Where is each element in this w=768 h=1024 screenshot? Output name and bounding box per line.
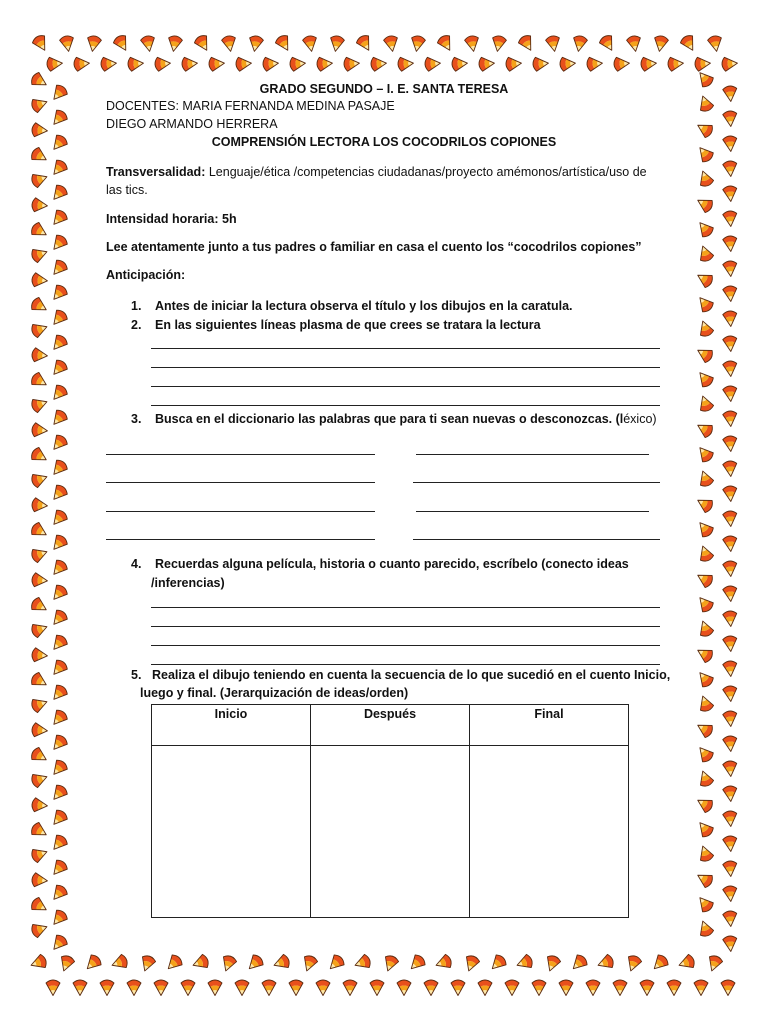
q3-number: 3. — [131, 412, 142, 426]
q2-text: En las siguientes líneas plasma de que crees se tratara la lectura — [155, 318, 541, 332]
answer-line-q2-3[interactable] — [151, 386, 660, 387]
transversalidad-line-1 — [106, 164, 647, 180]
q5-number: 5. — [131, 668, 142, 682]
drawing-cell-inicio[interactable] — [152, 746, 311, 918]
vocab-line-left-4[interactable] — [106, 539, 375, 540]
vocab-line-right-3[interactable] — [416, 511, 649, 512]
q4-text-line-1: Recuerdas alguna película, historia o cuanto parecido, escríbelo (conecto ideas — [155, 557, 629, 571]
answer-line-q4-2[interactable] — [151, 626, 660, 627]
reading-instruction: Lee atentamente junto a tus padres o familiar en casa el cuento los “cocodrilos copiones” — [106, 240, 642, 254]
teachers-line-2: DIEGO ARMANDO HERRERA — [106, 117, 278, 131]
transversalidad-line-2: las tics. — [106, 183, 148, 197]
answer-line-q4-3[interactable] — [151, 645, 660, 646]
q4-text-line-2: /inferencias) — [151, 576, 225, 590]
answer-line-q2-4[interactable] — [151, 405, 660, 406]
drawing-cell-despues[interactable] — [311, 746, 470, 918]
answer-line-q2-1[interactable] — [151, 348, 660, 349]
q1-number: 1. — [131, 299, 142, 313]
transversalidad-text: Lenguaje/ética /competencias ciudadanas/proyecto amémonos/artística/uso de — [205, 165, 647, 179]
drawing-cell-final[interactable] — [470, 746, 629, 918]
q3-text-normal: éxico) — [623, 412, 657, 426]
sequence-table-drawing-row — [152, 746, 629, 918]
sequence-table-header — [152, 705, 629, 746]
vocab-line-right-1[interactable] — [416, 454, 649, 455]
q1-text: Antes de iniciar la lectura observa el título y los dibujos en la caratula. — [155, 299, 573, 313]
worksheet-subtitle: COMPRENSIÓN LECTORA LOS COCODRILOS COPIONES — [211, 135, 557, 149]
transversalidad-label: Transversalidad: — [106, 165, 206, 179]
q2-number: 2. — [131, 318, 142, 332]
intensidad-horaria: Intensidad horaria: 5h — [106, 212, 237, 226]
header-despues: Después — [311, 705, 470, 746]
q5-text-line-1: Realiza el dibujo teniendo en cuenta la secuencia de lo que sucedió en el cuento Inicio, — [152, 668, 671, 682]
q5-text-line-2: luego y final. (Jerarquización de ideas/orden) — [140, 686, 409, 700]
header-final: Final — [470, 705, 629, 746]
vocab-line-right-2[interactable] — [413, 482, 660, 483]
answer-line-q4-1[interactable] — [151, 607, 660, 608]
header-inicio: Inicio — [152, 705, 311, 746]
teachers-line-1: DOCENTES: MARIA FERNANDA MEDINA PASAJE — [106, 99, 395, 113]
worksheet-title: GRADO SEGUNDO – I. E. SANTA TERESA — [259, 82, 509, 96]
answer-line-q4-4[interactable] — [151, 664, 660, 665]
q4-number: 4. — [131, 557, 142, 571]
anticipacion-heading: Anticipación: — [106, 268, 186, 282]
vocab-line-right-4[interactable] — [413, 539, 660, 540]
vocab-line-left-1[interactable] — [106, 454, 375, 455]
q3-text — [155, 411, 657, 427]
answer-line-q2-2[interactable] — [151, 367, 660, 368]
vocab-line-left-3[interactable] — [106, 511, 375, 512]
q3-text-bold: Busca en el diccionario las palabras que para ti sean nuevas o desconozcas. (l — [155, 412, 624, 426]
vocab-line-left-2[interactable] — [106, 482, 375, 483]
sequence-table — [151, 704, 629, 918]
